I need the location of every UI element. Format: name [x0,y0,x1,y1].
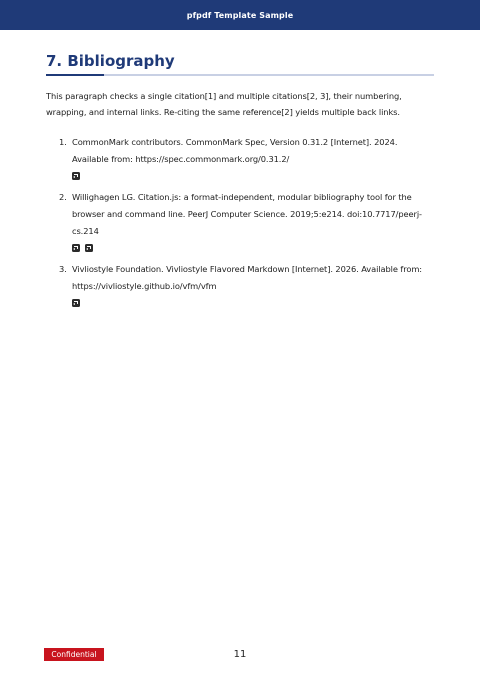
running-header [0,0,480,30]
heading-rule-accent [46,74,104,76]
entry-number: 2. [59,192,67,202]
entry-number: 3. [59,264,67,274]
bibliography-entry [46,189,434,255]
entry-text: Willighagen LG. Citation.js: a format-independent, modular bibliography tool for the browser and command line. PeerJ Computer Science. 2019;5:e214. doi:10.7717/peerj-cs.214 [72,192,422,236]
bibliography-entry [46,261,434,310]
backlinks [72,240,434,255]
backlinks [72,295,434,310]
return-arrow-icon[interactable] [72,299,80,307]
return-arrow-icon[interactable] [85,244,93,252]
bibliography-list [46,134,434,310]
page-content [46,50,434,316]
confidential-badge: Confidential [44,648,104,661]
heading-rule [46,74,434,76]
header-title: pfpdf Template Sample [186,10,294,20]
return-arrow-icon[interactable] [72,172,80,180]
backlinks [72,168,434,183]
entry-text: CommonMark contributors. CommonMark Spec, Version 0.31.2 [Internet]. 2024. Available from: https://spec.commonmark.org/0.31.2/ [72,137,398,164]
bibliography-entry [46,134,434,183]
section-heading: 7. Bibliography [46,52,175,70]
return-arrow-icon[interactable] [72,244,80,252]
entry-text: Vivliostyle Foundation. Vivliostyle Flavored Markdown [Internet]. 2026. Available from: https://vivliostyle.github.io/vfm/vfm [72,264,422,291]
page-number: 11 [233,649,247,660]
intro-paragraph: This paragraph checks a single citation[1] and multiple citations[2, 3], their numbering, wrapping, and internal links. Re-citing the same reference[2] yields multiple back links. [46,91,402,117]
entry-number: 1. [59,137,67,147]
